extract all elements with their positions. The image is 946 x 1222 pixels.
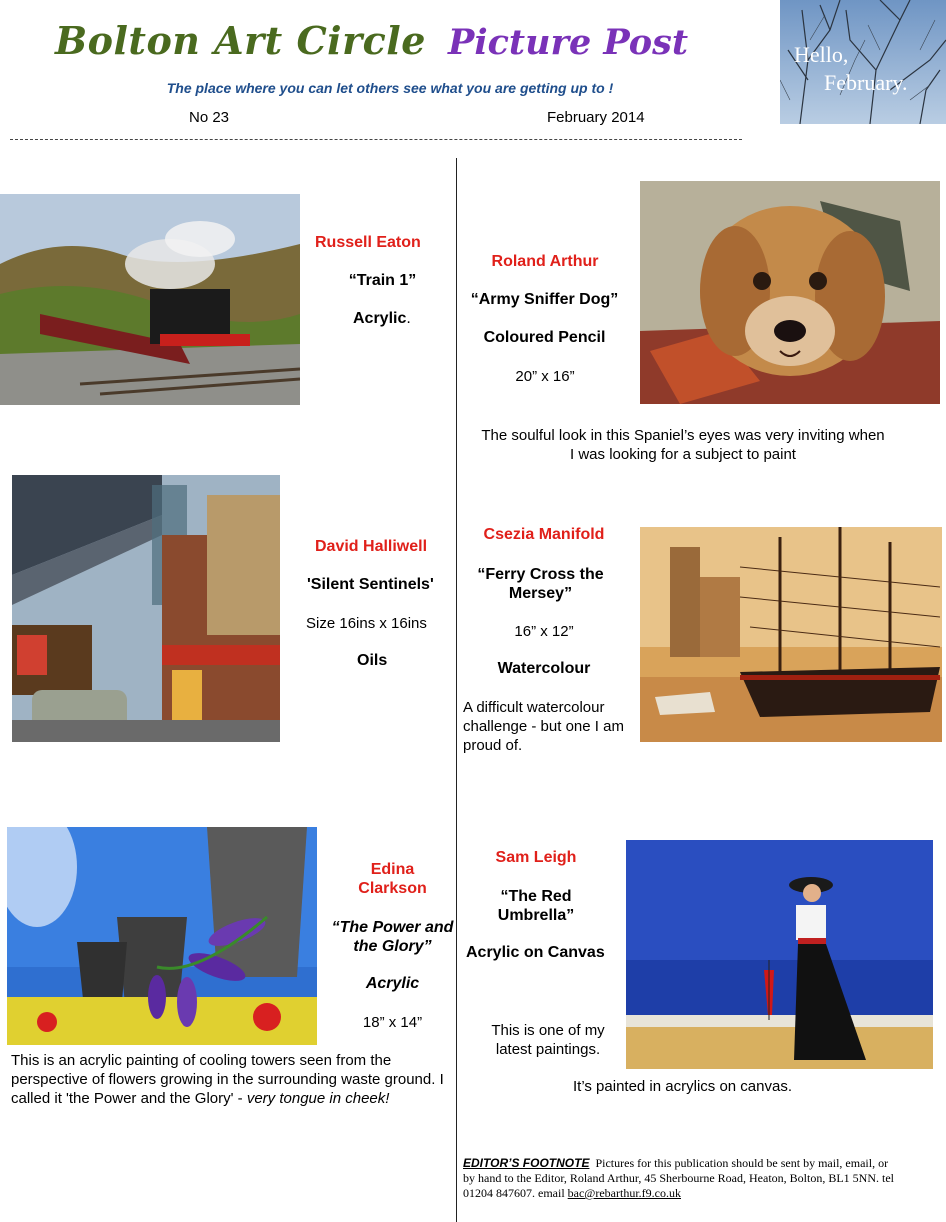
artwork-size-clarkson: 18” x 14” — [362, 1014, 423, 1031]
column-divider — [456, 158, 457, 1222]
issue-date: February 2014 — [547, 109, 645, 126]
description-arthur: The soulful look in this Spaniel’s eyes was very inviting when I was looking for a subject to paint — [481, 427, 885, 463]
header-divider — [10, 139, 742, 140]
club-title: Bolton Art Circle — [55, 18, 426, 63]
description-manifold: A difficult watercolour challenge - but one I am proud of. — [463, 699, 624, 754]
artwork-size-arthur: 20” x 16” — [515, 368, 575, 385]
banner-line-1: Hello, — [794, 42, 849, 67]
painting-silent-sentinels — [12, 475, 280, 742]
hello-february-banner — [780, 0, 946, 124]
footnote-heading: EDITOR’S FOOTNOTE — [463, 1156, 590, 1170]
artwork-medium-halliwell: Oils — [357, 652, 388, 669]
painting-red-umbrella — [626, 840, 933, 1069]
artist-name-halliwell: David Halliwell — [315, 538, 428, 555]
artist-name-manifold: Csezia Manifold — [483, 526, 605, 543]
artwork-title-halliwell: 'Silent Sentinels' — [307, 576, 434, 593]
artwork-medium-leigh: Acrylic on Canvas — [466, 944, 605, 961]
artwork-medium-arthur: Coloured Pencil — [483, 329, 606, 346]
description-clarkson: This is an acrylic painting of cooling towers seen from the perspective of flowers growing in the surrounding waste ground. I called it 'the Power and the Glory' - very tongue in cheek! — [11, 1052, 444, 1107]
banner-line-2: February. — [824, 70, 908, 95]
artwork-title-leigh: “The Red Umbrella” — [497, 888, 575, 924]
footnote-text: Pictures for this publication should be sent by mail, email, or by hand to the Editor, Roland Arthur, 45 Sherbourne Road, Heaton, Bolton, BL1 5NN. tel 01204 847607. email — [463, 1156, 894, 1200]
artwork-title-arthur: “Army Sniffer Dog” — [470, 291, 619, 308]
artwork-size-manifold: 16” x 12” — [514, 623, 574, 640]
painting-train — [0, 194, 300, 405]
editors-footnote — [463, 1156, 903, 1201]
painting-army-sniffer-dog — [640, 181, 940, 404]
artist-name-clarkson: Edina Clarkson — [358, 861, 427, 897]
artwork-medium-eaton: Acrylic. — [353, 310, 411, 327]
artwork-size-halliwell: Size 16ins x 16ins — [306, 615, 427, 632]
description-leigh: This is one of my latest paintings. — [491, 1022, 605, 1058]
artwork-title-eaton: “Train 1” — [348, 272, 417, 289]
footnote-email-link[interactable]: bac@rebarthur.f9.co.uk — [567, 1186, 681, 1200]
artist-name-arthur: Roland Arthur — [491, 253, 599, 270]
painting-ferry-cross-the-mersey — [640, 527, 942, 742]
tagline: The place where you can let others see what you are getting up to ! — [166, 80, 614, 96]
artist-name-leigh: Sam Leigh — [495, 849, 577, 866]
issue-number: No 23 — [189, 109, 230, 126]
note-leigh: It’s painted in acrylics on canvas. — [572, 1078, 792, 1095]
artist-name-eaton: Russell Eaton — [315, 234, 421, 251]
publication-title: Picture Post — [448, 22, 689, 63]
artwork-title-clarkson: “The Power and the Glory” — [331, 919, 454, 955]
artwork-medium-clarkson: Acrylic — [365, 975, 420, 992]
artwork-title-manifold: “Ferry Cross the Mersey” — [477, 566, 604, 602]
artwork-medium-manifold: Watercolour — [497, 660, 591, 677]
painting-power-and-the-glory — [7, 827, 317, 1045]
